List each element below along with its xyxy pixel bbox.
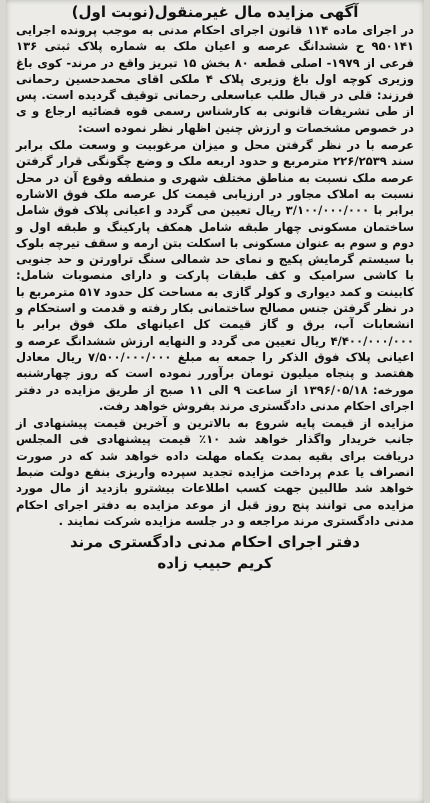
- newspaper-clipping: [6, 0, 424, 803]
- notice-paragraph-conditions: مزایده از قیمت پایه شروع به بالاترین و آخرین قیمت پیشنهادی از جانب خریدار واگذار خواهد شد ۱۰٪ قیمت پیشنهادی فی المجلس دریافت برای بقیه بمدت یکماه مهلت داده خواهد شد که در صورت انصراف یا عدم پرداخت مزایده تجدید سپرده واریزی بنفع دولت ضبط خواهد شد طالبین جهت کسب اطلاعات بیشترو بازدید از مال مورد مزایده می توانند پنج روز قبل از موعد مزایده به دفتر اجرای احکام مدنی دادگستری مرند مراجعه و در جلسه مزایده شرکت نمایند .: [16, 416, 415, 528]
- notice-paragraph-valuation: عرصه با در نظر گرفتن محل و میزان مرغوبیت و وسعت ملک برابر سند ۲۲۶/۲۵۳۹ مترمربع و حدود اربعه ملک و وضع چگونگی قرار گرفتن عرصه ملک نسبت به مناطق مختلف شهری و منطقه وقوع آن در محل نسبت به املاک مجاور در ارزیابی قیمت کل عرصه ملک فوق الاشاره برابر با ۳/۱۰۰/۰۰۰/۰۰۰ ریال تعیین می گردد و اعیانی پلاک فوق شامل ساختمان مسکونی چهار طبقه شامل همکف پارکینگ و طبقه اول و دوم و سوم به عنوان مسکونی با اسکلت بتن ارمه و سقف تیرچه بلوک با سیستم گرمایش پکیج و نمای حد شمالی سنگ تراورتن و حد جنوبی با کاشی سرامیک و کف طبقات پارکت و دارای منصوبات شامل: کابینت و کمد دیواری و کولر گازی به مساحت کل حدود ۵۱۷ مترمربع با در نظر گرفتن جنس مصالح ساختمانی بکار رفته و قدمت و استحکام و انشعابات آب، برق و گاز قیمت کل اعیانهای ملک فوق برابر با ۴/۴۰۰/۰۰۰/۰۰۰ ریال تعیین می گردد و النهایه ارزش ششدانگ عرصه و اعیانی پلاک فوق الذکر را جمعه به مبلغ ۷/۵۰۰/۰۰۰/۰۰۰ ریال معادل هفتصد و پنجاه میلیون تومان برآورر نموده است که روز چهارشنبه مورخه: ۱۳۹۶/۰۵/۱۸ از ساعت ۹ الی ۱۱ صبح از طریق مزایده در دفتر اجرای احکام مدنی دادگستری مرند بفروش خواهد رفت.: [16, 138, 414, 413]
- notice-title: آگهی مزایده مال غیرمنقول(نوبت اول): [71, 3, 359, 21]
- signature-office: دفتر اجرای احکام مدنی دادگستری مرند: [70, 533, 360, 552]
- notice-signature: [16, 532, 414, 574]
- signature-name: کریم حبیب زاده: [157, 554, 273, 573]
- notice-paragraph-property: در اجرای ماده ۱۱۴ قانون اجرای احکام مدنی به موجب پرونده اجرایی ۹۵۰۱۴۱ ح ششدانگ عرصه و اعیان ملک به شماره پلاک ثبتی ۱۳۶ فرعی از ۱۹۷۹- اصلی قطعه ۸۰ بخش ۱۵ تبریز واقع در مرند- کوی باغ وزیری کوچه اول باغ وزیری پلاک ۴ ملکی اقای محمدحسین رحمانی فرزند: قلی در قبال طلب عباسعلی رحمانی توقیف گردیده است. پس از طی تشریفات قانونی به کارشناس رسمی قوه قضائیه ارجاع و ی در خصوص مشخصات و ارزش چنین اظهار نظر نموده است:: [16, 23, 414, 135]
- auction-notice: [16, 0, 414, 800]
